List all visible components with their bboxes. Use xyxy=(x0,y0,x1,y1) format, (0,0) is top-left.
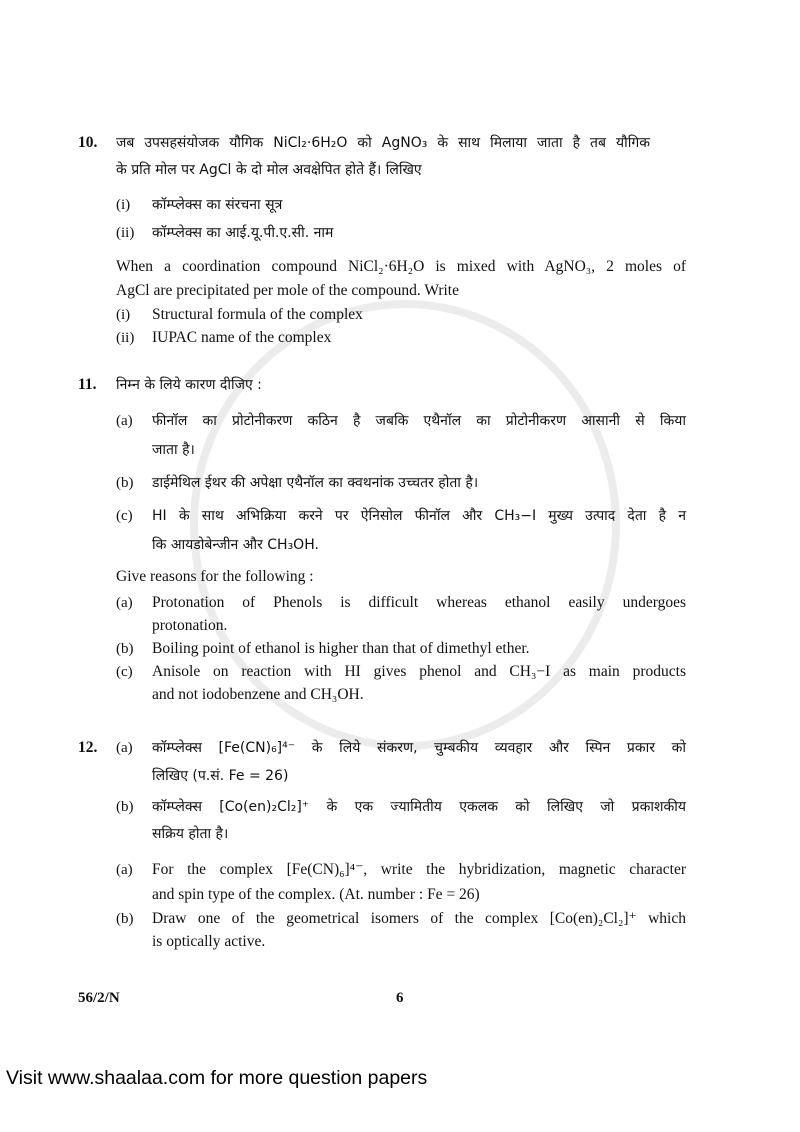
q10-hindi-part-i: कॉम्प्लेक्स का संरचना सूत्र xyxy=(152,197,283,213)
q12-english-part-a-line-2: and spin type of the complex. (At. number : Fe = 26) xyxy=(152,886,480,903)
q11-hindi-part-b: डाईमेथिल ईथर की अपेक्षा एथैनॉल का क्वथनांक उच्चतर होता है। xyxy=(152,475,479,491)
q11-english-part-c-line-2: and not iodobenzene and CH₃OH. xyxy=(152,686,364,703)
q11-hindi-stem: निम्न के लिये कारण दीजिए : xyxy=(116,377,262,393)
q11-hindi-part-label: (b) xyxy=(116,475,134,491)
q11-english-part-label: (a) xyxy=(116,595,133,611)
q10-hindi-stem-line-2: के प्रति मोल पर AgCl के दो मोल अवक्षेपित होते हैं। लिखिए xyxy=(116,162,422,178)
q11-english-part-label: (c) xyxy=(116,664,133,680)
q12-english-part-b-line-2: is optically active. xyxy=(152,933,266,950)
page-number: 6 xyxy=(396,990,404,1006)
q12-english-part-label: (a) xyxy=(116,862,133,878)
q12-english-part-label: (b) xyxy=(116,911,134,927)
q11-hindi-part-label: (a) xyxy=(116,413,133,429)
q12-english-part-b-line-1: Draw one of the geometrical isomers of the complex [Co(en)₂Cl₂]⁺ which xyxy=(152,910,686,927)
q11-english-part-label: (b) xyxy=(116,641,134,657)
question-number-12: 12. xyxy=(78,739,98,756)
paper-code: 56/2/N xyxy=(78,990,120,1006)
q10-english-part-ii: IUPAC name of the complex xyxy=(152,329,332,346)
question-number-11: 11. xyxy=(78,376,97,393)
promo-link[interactable]: Visit www.shaalaa.com for more question papers xyxy=(6,1067,428,1089)
q10-hindi-part-label: (i) xyxy=(116,197,131,213)
q11-hindi-part-a-line-2: जाता है। xyxy=(152,442,195,458)
q12-hindi-part-a-line-1: कॉम्प्लेक्स [Fe(CN)₆]⁴⁻ के लिये संकरण, चुम्बकीय व्यवहार और स्पिन प्रकार को xyxy=(152,740,686,756)
q12-hindi-part-label: (a) xyxy=(116,740,133,756)
q11-hindi-part-c-line-1: HI के साथ अभिक्रिया करने पर ऐनिसोल फीनॉल और CH₃−I मुख्य उत्पाद देता है न xyxy=(152,508,686,524)
q11-english-stem: Give reasons for the following : xyxy=(116,568,314,585)
q11-hindi-part-a-line-1: फीनॉल का प्रोटोनीकरण कठिन है जबकि एथैनॉल का प्रोटोनीकरण आसानी से किया xyxy=(152,413,686,429)
q10-hindi-part-ii: कॉम्प्लेक्स का आई.यू.पी.ए.सी. नाम xyxy=(152,225,334,241)
q11-english-part-c-line-1: Anisole on reaction with HI gives phenol and CH₃−I as main products xyxy=(152,663,686,680)
q12-english-part-a-line-1: For the complex [Fe(CN)₆]⁴⁻, write the hybridization, magnetic character xyxy=(152,861,686,878)
q12-hindi-part-label: (b) xyxy=(116,799,134,815)
q10-hindi-part-label: (ii) xyxy=(116,225,135,241)
q12-hindi-part-b-line-2: सक्रिय होता है। xyxy=(152,826,229,842)
q11-english-part-a-line-1: Protonation of Phenols is difficult whereas ethanol easily undergoes xyxy=(152,594,686,611)
q10-english-part-label: (ii) xyxy=(116,330,135,346)
q10-english-part-i: Structural formula of the complex xyxy=(152,306,363,323)
q10-hindi-stem-line-1: जब उपसहसंयोजक यौगिक NiCl₂·6H₂O को AgNO₃ के साथ मिलाया जाता है तब यौगिक xyxy=(116,135,650,151)
q12-hindi-part-b-line-1: कॉम्प्लेक्स [Co(en)₂Cl₂]⁺ के एक ज्यामितीय एकलक को लिखिए जो प्रकाशकीय xyxy=(152,799,686,815)
q10-english-part-label: (i) xyxy=(116,307,131,323)
question-number-10: 10. xyxy=(78,134,98,151)
q11-english-part-b: Boiling point of ethanol is higher than that of dimethyl ether. xyxy=(152,640,530,657)
q12-hindi-part-a-line-2: लिखिए (प.सं. Fe = 26) xyxy=(152,768,289,784)
q11-hindi-part-c-line-2: कि आयडोबेन्जीन और CH₃OH. xyxy=(152,537,319,553)
q11-english-part-a-line-2: protonation. xyxy=(152,617,228,634)
q10-english-stem-line-1: When a coordination compound NiCl₂·6H₂O is mixed with AgNO₃, 2 moles of xyxy=(116,258,686,275)
q11-hindi-part-label: (c) xyxy=(116,508,133,524)
q10-english-stem-line-2: AgCl are precipitated per mole of the compound. Write xyxy=(116,282,459,299)
